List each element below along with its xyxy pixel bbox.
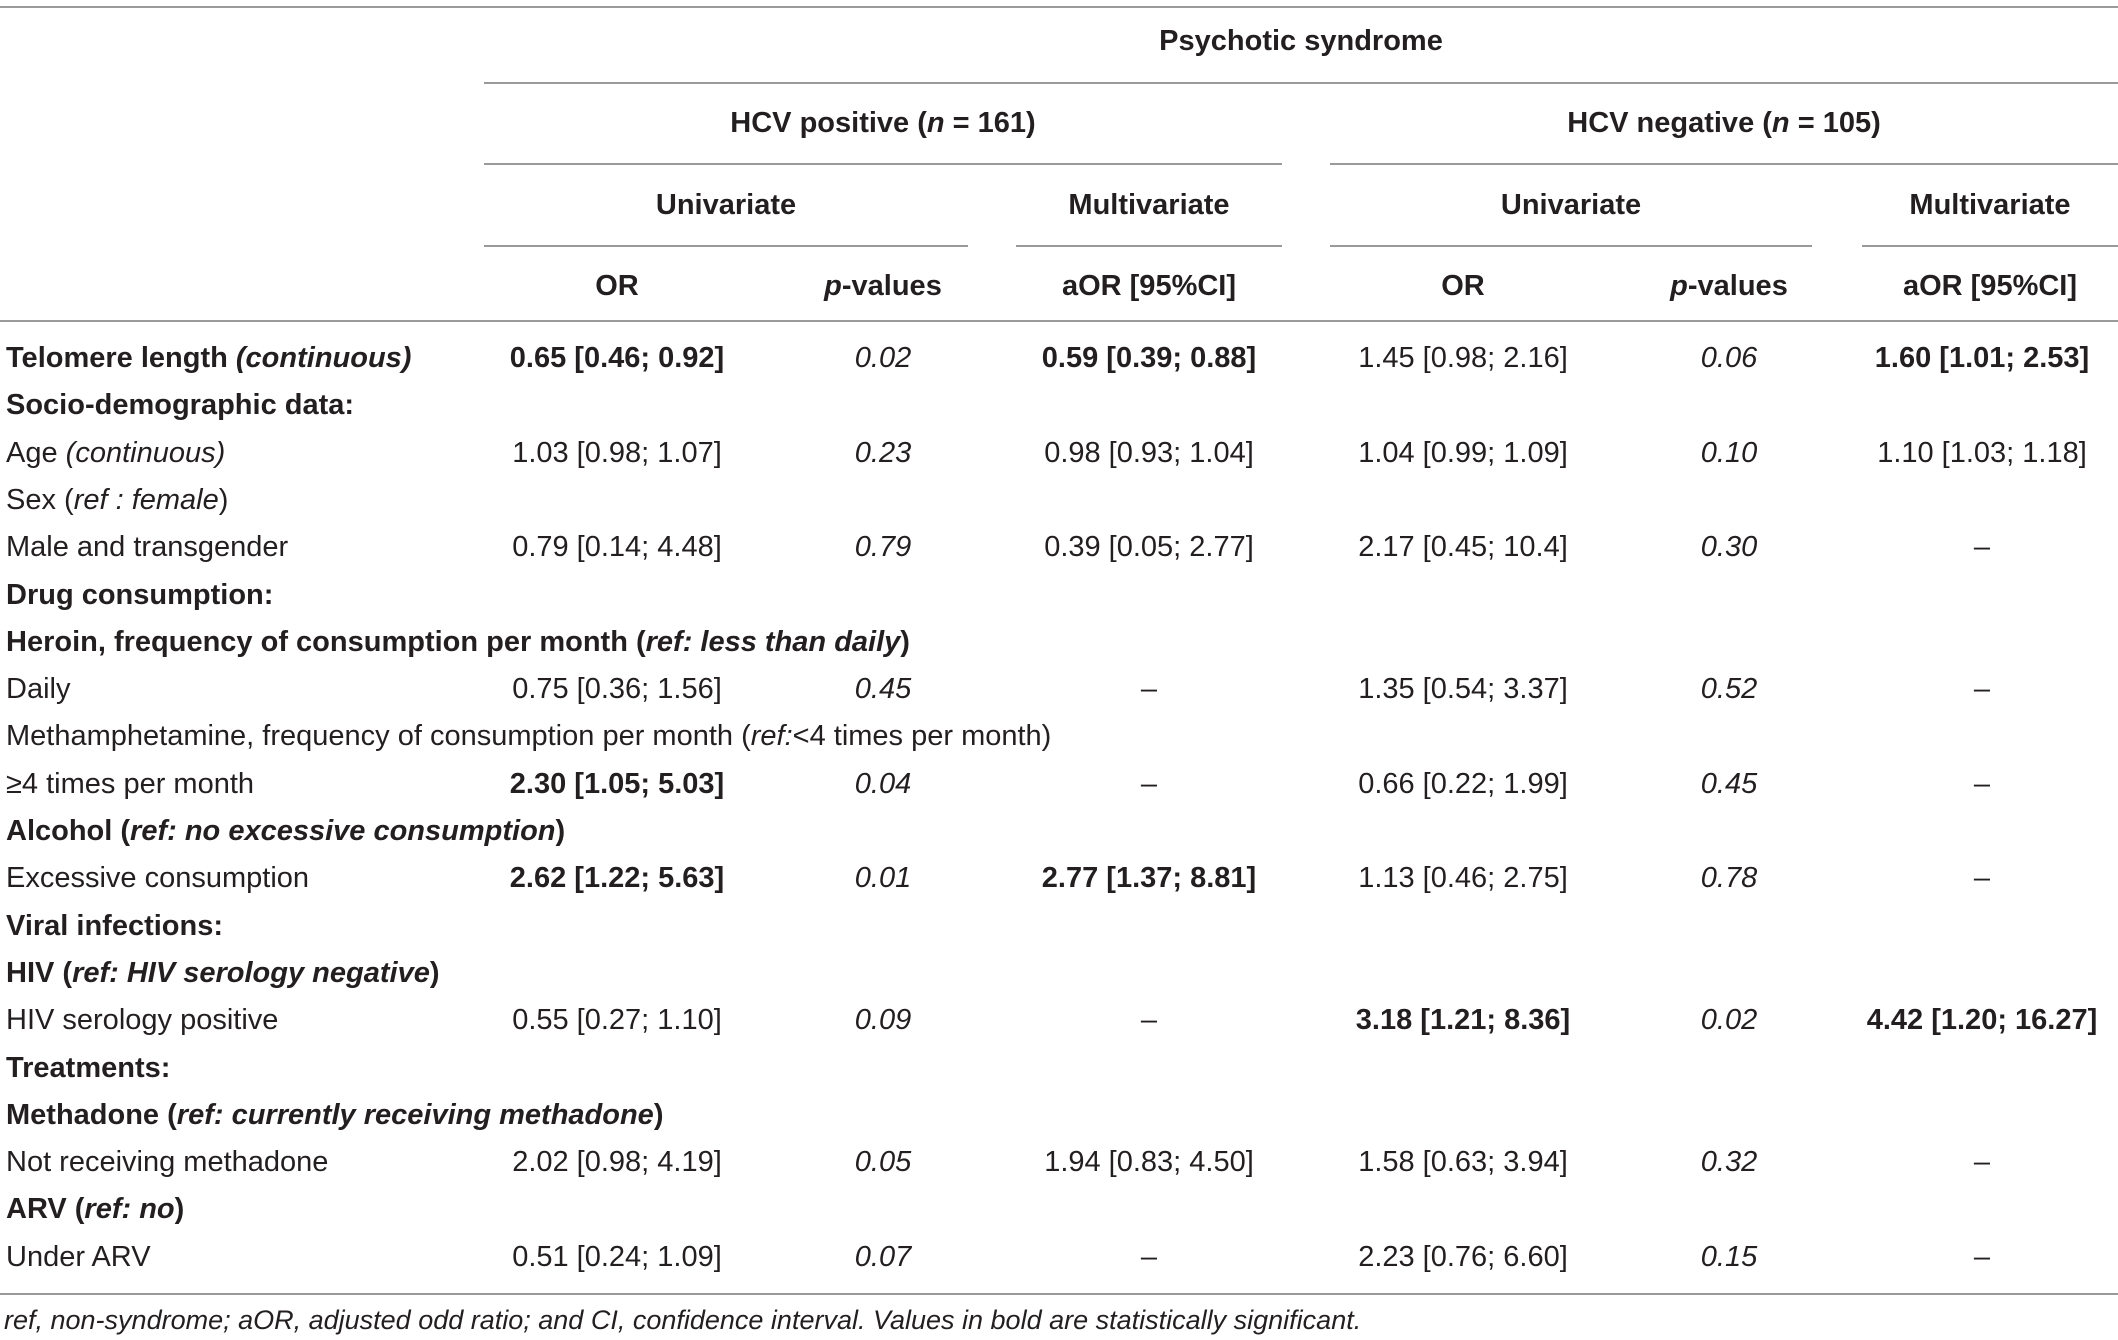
hcv-negative-header — [1330, 103, 2118, 143]
table-cell: 0.23 — [854, 437, 912, 469]
table-cell: 1.60 [1.01; 2.53] — [1874, 342, 2090, 374]
row-label — [6, 669, 70, 709]
label-segment: <4 times per month) — [792, 720, 1052, 752]
table-cell: 0.59 [0.39; 0.88] — [1041, 342, 1257, 374]
label-segment: ) — [555, 815, 566, 847]
label-segment: Sex ( — [6, 484, 74, 516]
table-cell: 2.77 [1.37; 8.81] — [1041, 862, 1257, 894]
table-cell: – — [1973, 673, 1991, 705]
label-segment: ARV ( — [6, 1193, 85, 1225]
table-cell: 0.32 — [1700, 1146, 1758, 1178]
row-label — [6, 433, 225, 473]
table-cell: – — [1140, 1241, 1158, 1273]
table-cell: 1.13 [0.46; 2.75] — [1358, 862, 1568, 894]
label-segment: Treatments: — [6, 1052, 171, 1084]
label-segment: ref: no excessive consumption — [130, 815, 556, 847]
label-segment: ref: — [750, 720, 793, 752]
table-cell: 2.30 [1.05; 5.03] — [509, 768, 725, 800]
table-cell: 0.06 — [1700, 342, 1758, 374]
hcv-positive-header — [484, 103, 1282, 143]
table-cell: 1.35 [0.54; 3.37] — [1358, 673, 1568, 705]
group-title: Psychotic syndrome — [1159, 25, 1443, 57]
table-cell: 1.03 [0.98; 1.07] — [512, 437, 722, 469]
pvalue-rest: -values — [841, 270, 942, 302]
section-label — [6, 575, 273, 615]
label-segment: ref: less than daily — [645, 626, 901, 658]
rule-header-bottom — [0, 320, 2118, 322]
table-cell: 0.79 [0.14; 4.48] — [512, 531, 722, 563]
rule-under-hcv-positive — [484, 163, 1282, 165]
table-cell: 0.45 — [1700, 768, 1758, 800]
label-segment: Not receiving methadone — [6, 1146, 329, 1178]
table-cell: – — [1973, 1146, 1991, 1178]
hcv-positive-n: n — [926, 107, 945, 139]
row-label — [6, 764, 254, 804]
table-cell: 2.62 [1.22; 5.63] — [509, 862, 725, 894]
label-segment: Alcohol ( — [6, 815, 131, 847]
section-label — [6, 953, 440, 993]
label-segment: ) — [218, 484, 229, 516]
label-segment: Methadone ( — [6, 1099, 177, 1131]
table-cell: – — [1973, 768, 1991, 800]
table-cell: 0.39 [0.05; 2.77] — [1044, 531, 1254, 563]
section-label — [6, 906, 223, 946]
section-label — [6, 480, 228, 520]
table-cell: 0.78 — [1700, 862, 1758, 894]
label-segment: ref: currently receiving methadone — [176, 1099, 654, 1131]
label-segment: ≥4 times per month — [6, 768, 255, 800]
univariate-header-neg: Univariate — [1500, 189, 1642, 221]
table-cell: – — [1140, 1004, 1158, 1036]
table-cell: 0.30 — [1700, 531, 1758, 563]
label-segment: ref: no — [84, 1193, 175, 1225]
table-cell: 1.94 [0.83; 4.50] — [1044, 1146, 1254, 1178]
section-label — [6, 385, 354, 425]
table-cell: 1.10 [1.03; 1.18] — [1877, 437, 2087, 469]
table-cell: 4.42 [1.20; 16.27] — [1866, 1004, 2098, 1036]
rule-under-univariate-pos — [484, 245, 968, 247]
table-cell: 0.52 — [1700, 673, 1758, 705]
table-cell: 0.07 — [854, 1241, 912, 1273]
table-cell: – — [1140, 768, 1158, 800]
table-cell: 0.51 [0.24; 1.09] — [512, 1241, 722, 1273]
table-cell: 0.05 — [854, 1146, 912, 1178]
row-label — [6, 1000, 278, 1040]
label-segment: Age — [6, 437, 66, 469]
section-label — [6, 1095, 663, 1135]
table-cell: 0.66 [0.22; 1.99] — [1358, 768, 1568, 800]
rule-under-multivariate-neg — [1862, 245, 2118, 247]
label-segment: ) — [653, 1099, 664, 1131]
section-label — [6, 622, 910, 662]
row-label — [6, 1142, 328, 1182]
rule-top — [0, 6, 2118, 8]
hcv-positive-count: = 161) — [944, 107, 1036, 139]
hcv-positive-label: HCV positive ( — [730, 107, 927, 139]
table-cell: 0.79 — [854, 531, 912, 563]
label-segment: Telomere length — [6, 342, 236, 374]
table-cell: 2.02 [0.98; 4.19] — [512, 1146, 722, 1178]
section-label — [6, 716, 1051, 756]
table-cell: 0.98 [0.93; 1.04] — [1044, 437, 1254, 469]
label-segment: Male and transgender — [6, 531, 289, 563]
or-header-pos: OR — [595, 270, 639, 302]
label-segment: Under ARV — [6, 1241, 151, 1273]
row-label — [6, 858, 309, 898]
table-cell: 0.45 — [854, 673, 912, 705]
table-cell: 1.58 [0.63; 3.94] — [1358, 1146, 1568, 1178]
row-label — [6, 1237, 151, 1277]
table-cell: 0.15 — [1700, 1241, 1758, 1273]
table-cell: – — [1973, 1241, 1991, 1273]
hcv-negative-label: HCV negative ( — [1567, 107, 1772, 139]
pvalue-p: p — [824, 270, 842, 302]
aor-header-pos: aOR [95%CI] — [1061, 270, 1237, 302]
label-segment: Drug consumption: — [6, 579, 274, 611]
table-cell: 0.04 — [854, 768, 912, 800]
multivariate-header-neg: Multivariate — [1909, 189, 2071, 221]
label-segment: Viral infections: — [6, 910, 224, 942]
rule-under-group — [484, 82, 2118, 84]
table-cell: – — [1973, 862, 1991, 894]
pvalue-rest: -values — [1687, 270, 1788, 302]
row-label — [6, 338, 411, 378]
table-cell: 1.04 [0.99; 1.09] — [1358, 437, 1568, 469]
table-cell: 0.10 — [1700, 437, 1758, 469]
table-cell: 3.18 [1.21; 8.36] — [1355, 1004, 1571, 1036]
pvalue-p: p — [1670, 270, 1688, 302]
table-cell: 0.09 — [854, 1004, 912, 1036]
table-cell: 0.65 [0.46; 0.92] — [509, 342, 725, 374]
hcv-negative-count: = 105) — [1789, 107, 1881, 139]
rule-under-univariate-neg — [1330, 245, 1812, 247]
section-label — [6, 1048, 170, 1088]
or-header-neg: OR — [1441, 270, 1485, 302]
label-segment: HIV serology positive — [6, 1004, 279, 1036]
rule-under-hcv-negative — [1330, 163, 2118, 165]
label-segment: Methamphetamine, frequency of consumption per month ( — [6, 720, 751, 752]
multivariate-header-pos: Multivariate — [1068, 189, 1230, 221]
label-segment: ref : female — [73, 484, 219, 516]
section-label — [6, 811, 565, 851]
row-label — [6, 527, 288, 567]
label-segment: ) — [429, 957, 440, 989]
table-cell: 0.02 — [1700, 1004, 1758, 1036]
rule-under-multivariate-pos — [1016, 245, 1282, 247]
pvalue-header-pos — [750, 266, 1016, 306]
label-segment: Excessive consumption — [6, 862, 310, 894]
label-segment: Socio-demographic data: — [6, 389, 355, 421]
table-cell: 2.17 [0.45; 10.4] — [1358, 531, 1568, 563]
label-segment: (continuous) — [65, 437, 226, 469]
label-segment: ref: HIV serology negative — [72, 957, 430, 989]
label-segment: ) — [174, 1193, 185, 1225]
table-cell: 2.23 [0.76; 6.60] — [1358, 1241, 1568, 1273]
univariate-header-pos: Univariate — [655, 189, 797, 221]
table-cell: 0.75 [0.36; 1.56] — [512, 673, 722, 705]
table-cell: 0.02 — [854, 342, 912, 374]
table-cell: 0.55 [0.27; 1.10] — [512, 1004, 722, 1036]
rule-table-bottom — [0, 1293, 2118, 1295]
table-cell: 0.01 — [854, 862, 912, 894]
pvalue-header-neg — [1596, 266, 1862, 306]
table-cell: – — [1973, 531, 1991, 563]
hcv-negative-n: n — [1771, 107, 1790, 139]
label-segment: HIV ( — [6, 957, 73, 989]
table-footnote: ref, non-syndrome; aOR, adjusted odd ratio; and CI, confidence interval. Values in bold are statistically significant. — [4, 1305, 1362, 1335]
label-segment: Heroin, frequency of consumption per month ( — [6, 626, 646, 658]
table-cell: 1.45 [0.98; 2.16] — [1358, 342, 1568, 374]
label-segment: (continuous) — [235, 342, 412, 374]
table-cell: – — [1140, 673, 1158, 705]
section-label — [6, 1189, 184, 1229]
label-segment: Daily — [6, 673, 71, 705]
aor-header-neg: aOR [95%CI] — [1902, 270, 2078, 302]
label-segment: ) — [900, 626, 910, 658]
